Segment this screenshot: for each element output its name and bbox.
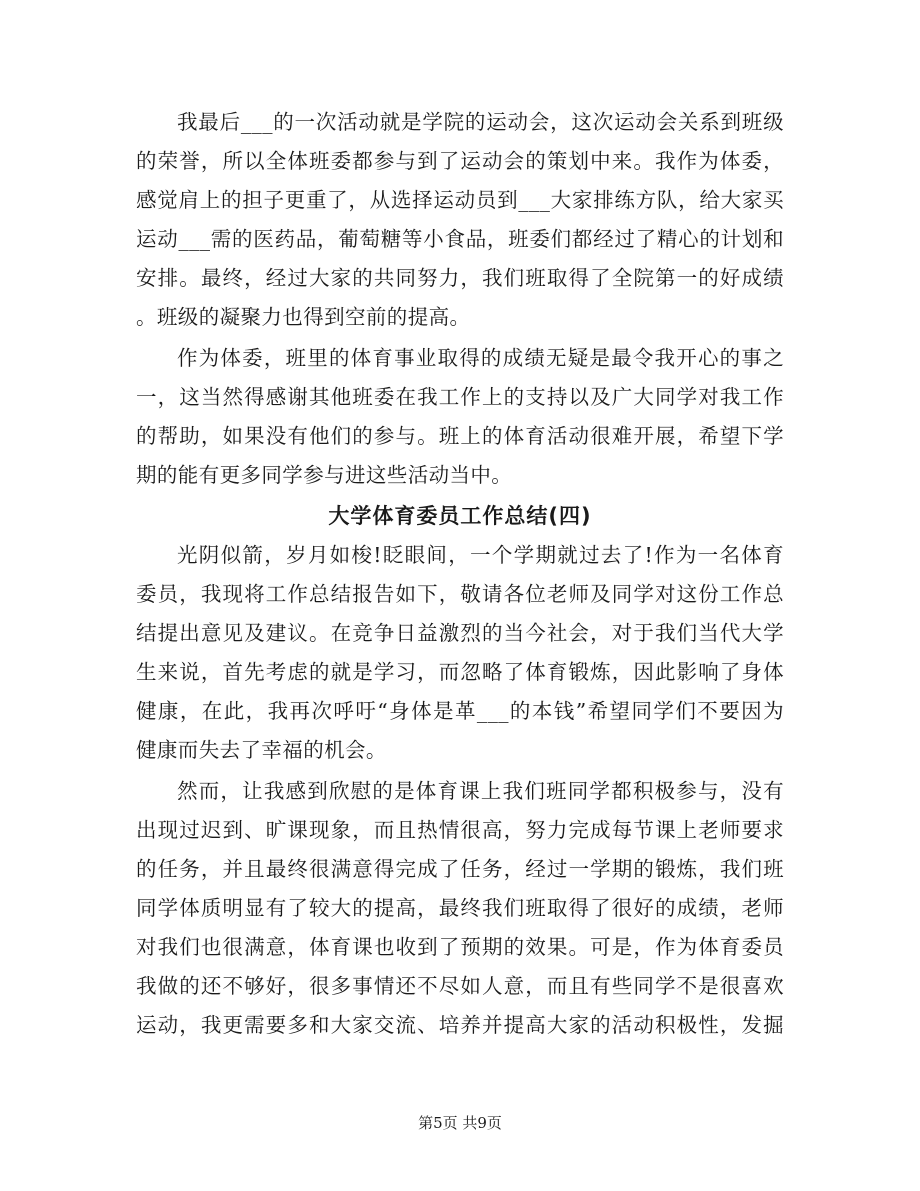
- paragraph-4: [136, 772, 784, 1045]
- text-line: 安排。最终，经过大家的共同努力，我们班取得了全院第一的好成绩: [136, 266, 784, 290]
- text-line: 结提出意见及建议。在竞争日益激烈的当今社会，对于我们当代大学: [136, 621, 784, 645]
- text-line: 然而，让我感到欣慰的是体育课上我们班同学都积极参与，没有: [177, 779, 784, 803]
- text-line: 出现过迟到、旷课现象，而且热情很高，努力完成每节课上老师要求: [136, 818, 784, 842]
- page-footer: 第5页 共9页: [418, 1114, 502, 1132]
- text-line: 委员，我现将工作总结报告如下，敬请各位老师及同学对这份工作总: [136, 582, 784, 606]
- text-line: 运动，我更需要多和大家交流、培养并提高大家的活动积极性，发掘: [136, 1013, 784, 1037]
- text-line: 同学体质明显有了较大的提高，最终我们班取得了很好的成绩，老师: [136, 896, 784, 920]
- paragraph-3: [136, 536, 784, 770]
- text-line: 的任务，并且最终很满意得完成了任务，经过一学期的锻炼，我们班: [136, 857, 784, 881]
- paragraph-1: [136, 103, 784, 337]
- text-line: 健康，在此，我再次呼吁“身体是革___的本钱”希望同学们不要因为: [136, 699, 784, 723]
- text-line: 对我们也很满意，体育课也收到了预期的效果。可是，作为体育委员: [136, 935, 784, 959]
- text-line: 的荣誉，所以全体班委都参与到了运动会的策划中来。我作为体委，: [136, 149, 784, 173]
- text-line: 健康而失去了幸福的机会。: [136, 738, 387, 762]
- paragraph-2: [136, 339, 784, 495]
- text-line: 。班级的凝聚力也得到空前的提高。: [136, 305, 471, 329]
- text-line: 运动___需的医药品，葡萄糖等小食品，班委们都经过了精心的计划和: [136, 227, 784, 251]
- text-line: 我做的还不够好，很多事情还不尽如人意，而且有些同学不是很喜欢: [136, 974, 784, 998]
- text-line: 的帮助，如果没有他们的参与。班上的体育活动很难开展，希望下学: [136, 424, 784, 448]
- text-line: 我最后___的一次活动就是学院的运动会，这次运动会关系到班级: [177, 110, 784, 134]
- text-line: 生来说，首先考虑的就是学习，而忽略了体育锻炼，因此影响了身体: [136, 660, 784, 684]
- text-line: 光阴似箭，岁月如梭!眨眼间，一个学期就过去了!作为一名体育: [177, 543, 784, 567]
- text-line: 感觉肩上的担子更重了，从选择运动员到___大家排练方队，给大家买: [136, 188, 784, 212]
- text-line: 一，这当然得感谢其他班委在我工作上的支持以及广大同学对我工作: [136, 385, 784, 409]
- section-heading: 大学体育委员工作总结(四): [328, 504, 592, 528]
- text-line: 作为体委，班里的体育事业取得的成绩无疑是最令我开心的事之: [177, 346, 784, 370]
- text-line: 期的能有更多同学参与进这些活动当中。: [136, 463, 513, 487]
